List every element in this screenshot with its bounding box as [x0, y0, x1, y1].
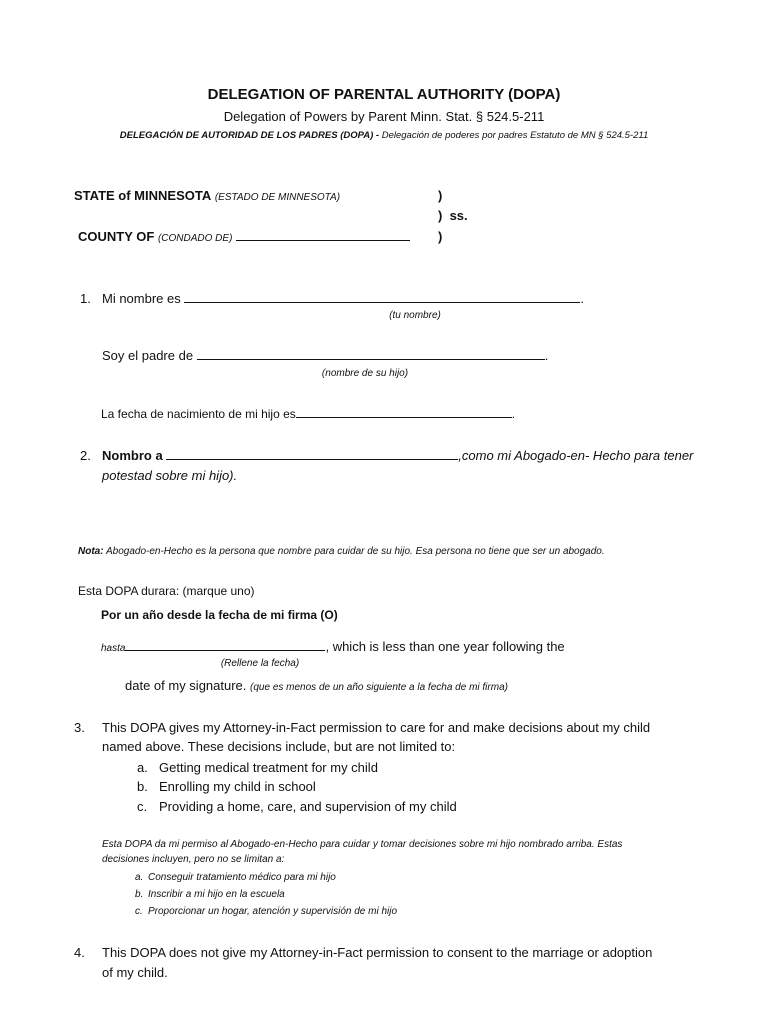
list-text: Enrolling my child in school: [159, 779, 316, 794]
dob-input-line[interactable]: [296, 406, 512, 418]
state-line: [74, 188, 340, 203]
item4-line1: This DOPA does not give my Attorney-in-Fact permission to consent to the marriage or adoption: [102, 945, 653, 960]
item2-label: Nombro a: [102, 448, 163, 463]
list-item: [135, 872, 336, 883]
venue-paren-2: [438, 208, 468, 223]
list-item: [135, 889, 285, 900]
list-letter: c.: [137, 799, 148, 814]
item1-parent-line: [102, 348, 548, 363]
option2-spanish: (que es menos de un año siguiente a la fecha de mi firma): [250, 682, 508, 693]
dob-period: .: [511, 407, 516, 421]
list-item: [137, 760, 378, 775]
note-text: Abogado-en-Hecho es la persona que nombre para cuidar de su hijo. Esa persona no tiene que ser un abogado.: [103, 546, 605, 557]
child-period: .: [544, 348, 549, 363]
county-input-line[interactable]: [236, 229, 410, 241]
county-label: COUNTY OF: [78, 229, 155, 244]
item3-line1: This DOPA gives my Attorney-in-Fact permission to care for and make decisions about my child: [102, 720, 651, 735]
list-item: [137, 799, 457, 814]
note-line: [78, 546, 605, 557]
duration-heading: Esta DOPA durara: (marque uno): [78, 584, 255, 598]
item3-line2: named above. These decisions include, but are not limited to:: [102, 739, 456, 754]
name-label: Mi nombre es: [102, 291, 181, 306]
name-hint: (tu nombre): [389, 310, 441, 321]
option2-rest: , which is less than one year following the: [325, 639, 565, 654]
fill-date-hint: (Rellene la fecha): [220, 658, 300, 669]
list-letter: b.: [135, 889, 144, 900]
list-text: Providing a home, care, and supervision of my child: [159, 799, 457, 814]
list-letter: c.: [135, 906, 143, 917]
duration-option2-line2: [125, 678, 508, 693]
venue-paren-2-char: ): [438, 208, 443, 223]
spanish-subtitle-bold: DELEGACIÓN DE AUTORIDAD DE LOS PADRES (DOPA) -: [119, 130, 380, 141]
list-text: Proporcionar un hogar, atención y supervisión de mi hijo: [148, 906, 398, 917]
document-title: DELEGATION OF PARENTAL AUTHORITY (DOPA): [207, 86, 561, 103]
dob-label: La fecha de nacimiento de mi hijo es: [101, 407, 296, 421]
list-letter: a.: [135, 872, 144, 883]
option1-label: Por un año desde la fecha de mi firma (O): [101, 608, 338, 622]
list-letter: a.: [137, 760, 148, 775]
end-date-input-line[interactable]: [125, 639, 325, 651]
duration-option2: [101, 639, 565, 654]
list-text: Conseguir tratamiento médico para mi hijo: [148, 872, 336, 883]
attorney-name-input-line[interactable]: [166, 448, 458, 460]
spanish-subtitle-rest: Delegación de poderes por padres Estatuto de MN § 524.5-211: [379, 130, 649, 141]
list-letter: b.: [137, 779, 148, 794]
list-item: [135, 906, 397, 917]
item1-dob-line: [101, 406, 515, 421]
child-name-input-line[interactable]: [197, 348, 545, 360]
ss-label: ss.: [449, 208, 468, 223]
state-label: STATE of MINNESOTA: [74, 188, 212, 203]
option2-line2: date of my signature.: [125, 678, 247, 693]
document-subtitle: Delegation of Powers by Parent Minn. Stat. § 524.5-211: [223, 109, 545, 124]
item3-spanish-line2: decisiones incluyen, pero no se limitan a:: [102, 854, 285, 865]
list-text: Getting medical treatment for my child: [159, 760, 378, 775]
item2-line1: [102, 448, 693, 463]
item1-number: 1.: [80, 291, 91, 306]
item1-name-line: [102, 291, 584, 306]
duration-option1: [101, 607, 338, 622]
parent-label: Soy el padre de: [102, 348, 194, 363]
item3-number: 3.: [74, 720, 85, 735]
county-spanish: (CONDADO DE): [157, 233, 233, 244]
item2-line2: potestad sobre mi hijo).: [102, 468, 238, 483]
item2-number: 2.: [80, 448, 91, 463]
item4-number: 4.: [74, 945, 85, 960]
spanish-subtitle: [0, 130, 768, 141]
item2-rest: ,como mi Abogado-en- Hecho para tener: [458, 448, 694, 463]
county-line: [78, 229, 410, 244]
state-spanish: (ESTADO DE MINNESOTA): [214, 192, 341, 203]
list-text: Inscribir a mi hijo en la escuela: [148, 889, 285, 900]
list-item: [137, 779, 316, 794]
note-label: Nota:: [78, 546, 104, 557]
item4-line2: of my child.: [102, 965, 168, 980]
child-name-hint: (nombre de su hijo): [321, 368, 409, 379]
parent-name-input-line[interactable]: [184, 291, 580, 303]
name-period: .: [580, 291, 584, 306]
hasta-label: hasta: [101, 643, 126, 654]
venue-paren-3: ): [438, 229, 443, 244]
item3-spanish-line1: Esta DOPA da mi permiso al Abogado-en-Hecho para cuidar y tomar decisiones sobre mi hijo nombrado arriba. Estas: [102, 839, 623, 850]
venue-paren-1: ): [438, 188, 443, 203]
